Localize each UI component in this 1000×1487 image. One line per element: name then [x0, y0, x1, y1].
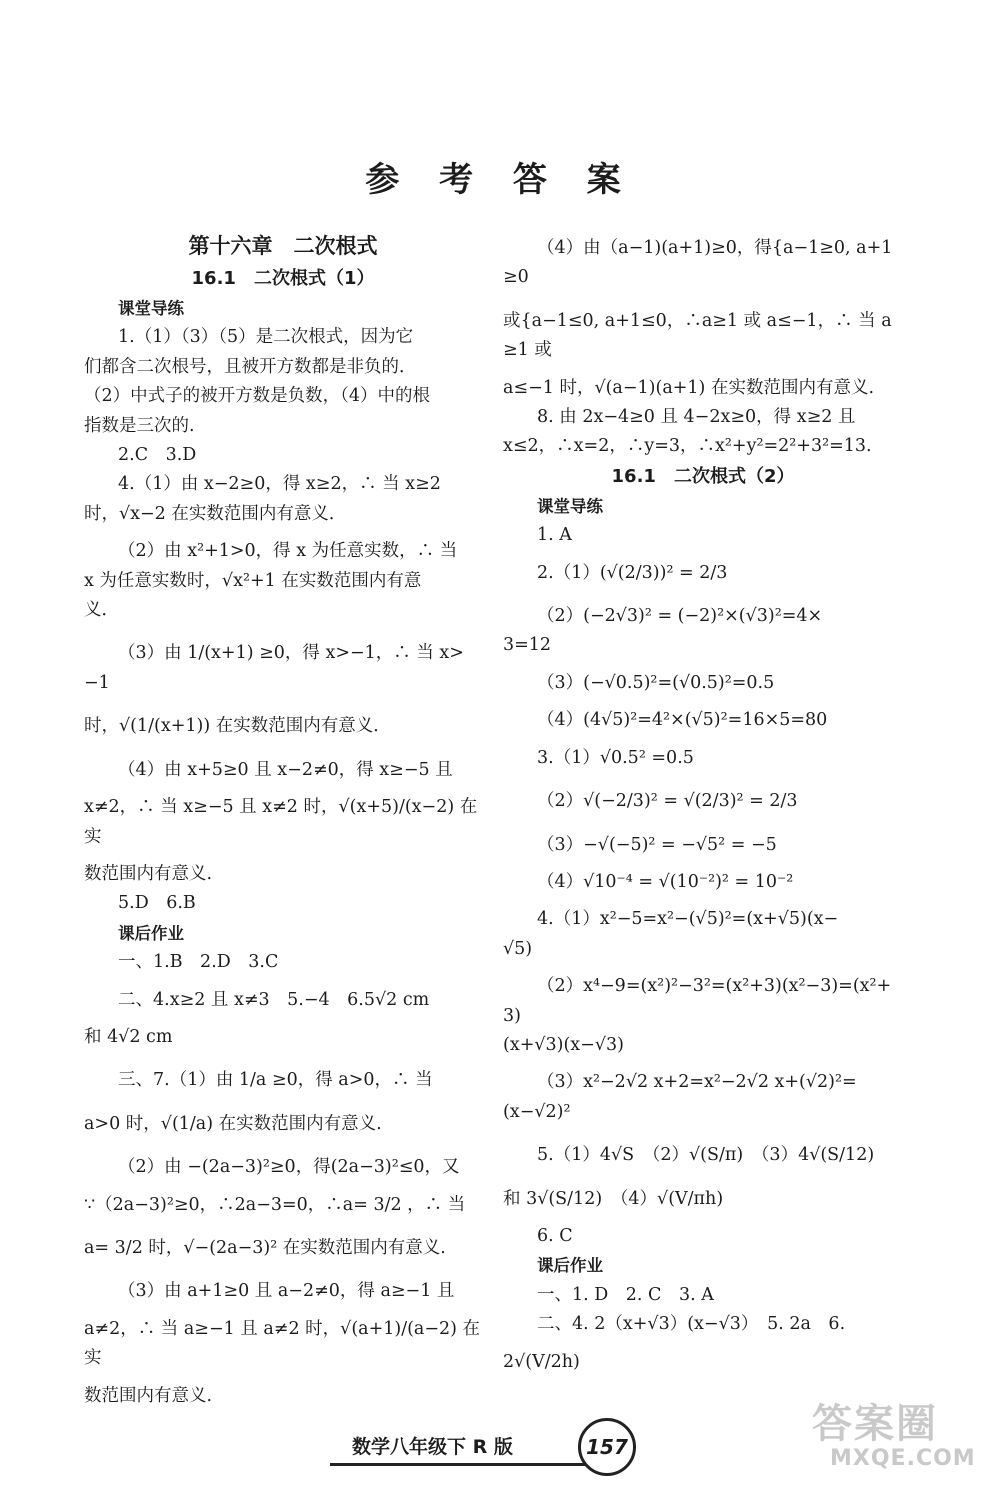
- answer-line: 二、4. 2（x+√3）(x−√3） 5. 2a 6.: [537, 1314, 846, 1335]
- answer-line: 6. C: [537, 1225, 573, 1246]
- answer-line: （2）(−2√3)² = (−2)²×(√3)²=4×: [537, 606, 823, 627]
- answer-line: 2√(V/2h): [503, 1351, 580, 1372]
- answer-line: 8. 由 2x−4≥0 且 4−2x≥0，得 x≥2 且: [537, 407, 856, 428]
- answer-line: （3）x²−2√2 x+2=x²−2√2 x+(√2)²=: [537, 1072, 857, 1093]
- answer-line: 一、1.B 2.D 3.C: [118, 952, 279, 973]
- answer-line: a= 3/2 时，√−(2a−3)² 在实数范围内有意义.: [84, 1237, 446, 1258]
- answer-line: （4）由 x+5≥0 且 x−2≠0，得 x≥−5 且: [118, 759, 453, 780]
- answer-line: （4）(4√5)²=4²×(√5)²=16×5=80: [537, 710, 828, 731]
- answer-line: a>0 时，√(1/a) 在实数范围内有意义.: [84, 1113, 382, 1134]
- answer-line: （3）由 a+1≥0 且 a−2≠0，得 a≥−1 且: [118, 1281, 455, 1302]
- page-number: 157: [586, 1435, 628, 1459]
- answer-line: 一、1. D 2. C 3. A: [537, 1284, 714, 1305]
- answer-line: （3）(−√0.5)²=(√0.5)²=0.5: [537, 672, 775, 693]
- answer-line: 们都含二次根号，且被开方数都是非负的．: [84, 356, 417, 377]
- answer-line: ∵（2a−3)²≥0，∴2a−3=0，∴a= 3/2 ，∴ 当: [84, 1194, 466, 1215]
- chapter-heading: 第十六章 二次根式: [188, 234, 378, 258]
- answer-line: （2）x⁴−9=(x²)²−3²=(x²+3)(x²−3)=(x²+3): [503, 976, 892, 1026]
- answer-line: a≠2，∴ 当 a≥−1 且 a≠2 时，√(a+1)/(a−2) 在实: [84, 1318, 481, 1369]
- answer-line: 3.（1）√0.5² =0.5: [537, 747, 694, 768]
- answer-line: （4）√10⁻⁴ = √(10⁻²)² = 10⁻²: [537, 871, 794, 892]
- answer-line: 4.（1）由 x−2≥0，得 x≥2，∴ 当 x≥2: [118, 474, 441, 495]
- answer-line: √5): [503, 938, 533, 959]
- answer-line: 4.（1）x²−5=x²−(√5)²=(x+√5)(x−: [537, 909, 839, 930]
- answer-line: 3=12: [503, 635, 552, 656]
- answer-line: 义．: [84, 600, 119, 621]
- answer-line: x≤2，∴x=2，∴y=3，∴x²+y²=2²+3²=13.: [503, 436, 872, 457]
- answer-line: 1. A: [537, 525, 572, 546]
- answer-line: （3）由 1/(x+1) ≥0，得 x>−1，∴ 当 x>−1: [84, 643, 464, 693]
- answer-line: （4）由（a−1)(a+1)≥0，得{a−1≥0, a+1≥0: [503, 238, 893, 288]
- answer-line: 数范围内有意义.: [84, 1385, 213, 1406]
- watermark: [790, 1392, 990, 1482]
- answer-line: 二、4.x≥2 且 x≠3 5.−4 6.5√2 cm: [118, 989, 430, 1010]
- answer-line: （2）中式子的被开方数是负数，（4）中的根: [84, 386, 431, 407]
- answer-line: 三、7.（1）由 1/a ≥0，得 a>0，∴ 当: [118, 1070, 433, 1091]
- subsection-label: 课堂导练: [537, 496, 603, 516]
- answer-line: 2.C 3.D: [118, 445, 197, 466]
- answer-line: a≤−1 时，√(a−1)(a+1) 在实数范围内有意义.: [503, 377, 875, 398]
- answer-line: x 为任意实数时，√x²+1 在实数范围内有意: [84, 570, 422, 591]
- answer-line: (x−√2)²: [503, 1101, 571, 1122]
- section-heading: 16.1 二次根式（2）: [611, 465, 795, 487]
- footer-rule: [330, 1463, 600, 1466]
- answer-line: 指数是三次的.: [84, 415, 195, 436]
- answer-line: 数范围内有意义.: [84, 863, 213, 884]
- answer-line: 5.（1）4√S （2）√(S/π) （3）4√(S/12): [537, 1145, 875, 1166]
- subsection-label: 课后作业: [537, 1256, 603, 1276]
- answer-line: 和 4√2 cm: [84, 1026, 173, 1047]
- answer-line: 时，√x−2 在实数范围内有意义．: [84, 503, 347, 524]
- answer-line: 和 3√(S/12) （4）√(V/πh): [503, 1188, 724, 1209]
- section-heading: 16.1 二次根式（1）: [191, 268, 375, 289]
- watermark-logo: 答案圈: [812, 1401, 938, 1447]
- answer-line: 时，√(1/(x+1)) 在实数范围内有意义．: [84, 716, 391, 737]
- subsection-label: 课后作业: [118, 923, 184, 943]
- subsection-label: 课堂导练: [118, 299, 184, 318]
- answer-line: (x+√3)(x−√3): [503, 1034, 624, 1055]
- answer-line: （3）−√(−5)² = −√5² = −5: [537, 834, 777, 855]
- answer-line: 或{a−1≤0, a+1≤0，∴a≥1 或 a≤−1，∴ 当 a≥1 或: [503, 310, 892, 361]
- left-column: [84, 228, 482, 1411]
- book-title-footer: 数学八年级下 R 版: [352, 1436, 513, 1458]
- answer-line: 1.（1）（3）（5）是二次根式，因为它: [118, 327, 414, 348]
- answer-line: 2.（1）(√(2/3))² = 2/3: [537, 562, 728, 583]
- right-column: [503, 228, 903, 1377]
- answer-line: （2）√(−2/3)² = √(2/3)² = 2/3: [537, 791, 798, 812]
- answer-line: x≠2，∴ 当 x≥−5 且 x≠2 时，√(x+5)/(x−2) 在实: [84, 797, 478, 847]
- page-number-badge: [578, 1418, 636, 1476]
- answer-line: 5.D 6.B: [118, 893, 196, 914]
- page-title: 参 考 答 案: [365, 160, 635, 200]
- answer-line: （2）由 x²+1>0，得 x 为任意实数，∴ 当: [118, 541, 458, 562]
- watermark-url: MXQE.COM: [830, 1446, 976, 1471]
- answer-line: （2）由 −(2a−3)²≥0，得(2a−3)²≤0，又: [118, 1157, 460, 1178]
